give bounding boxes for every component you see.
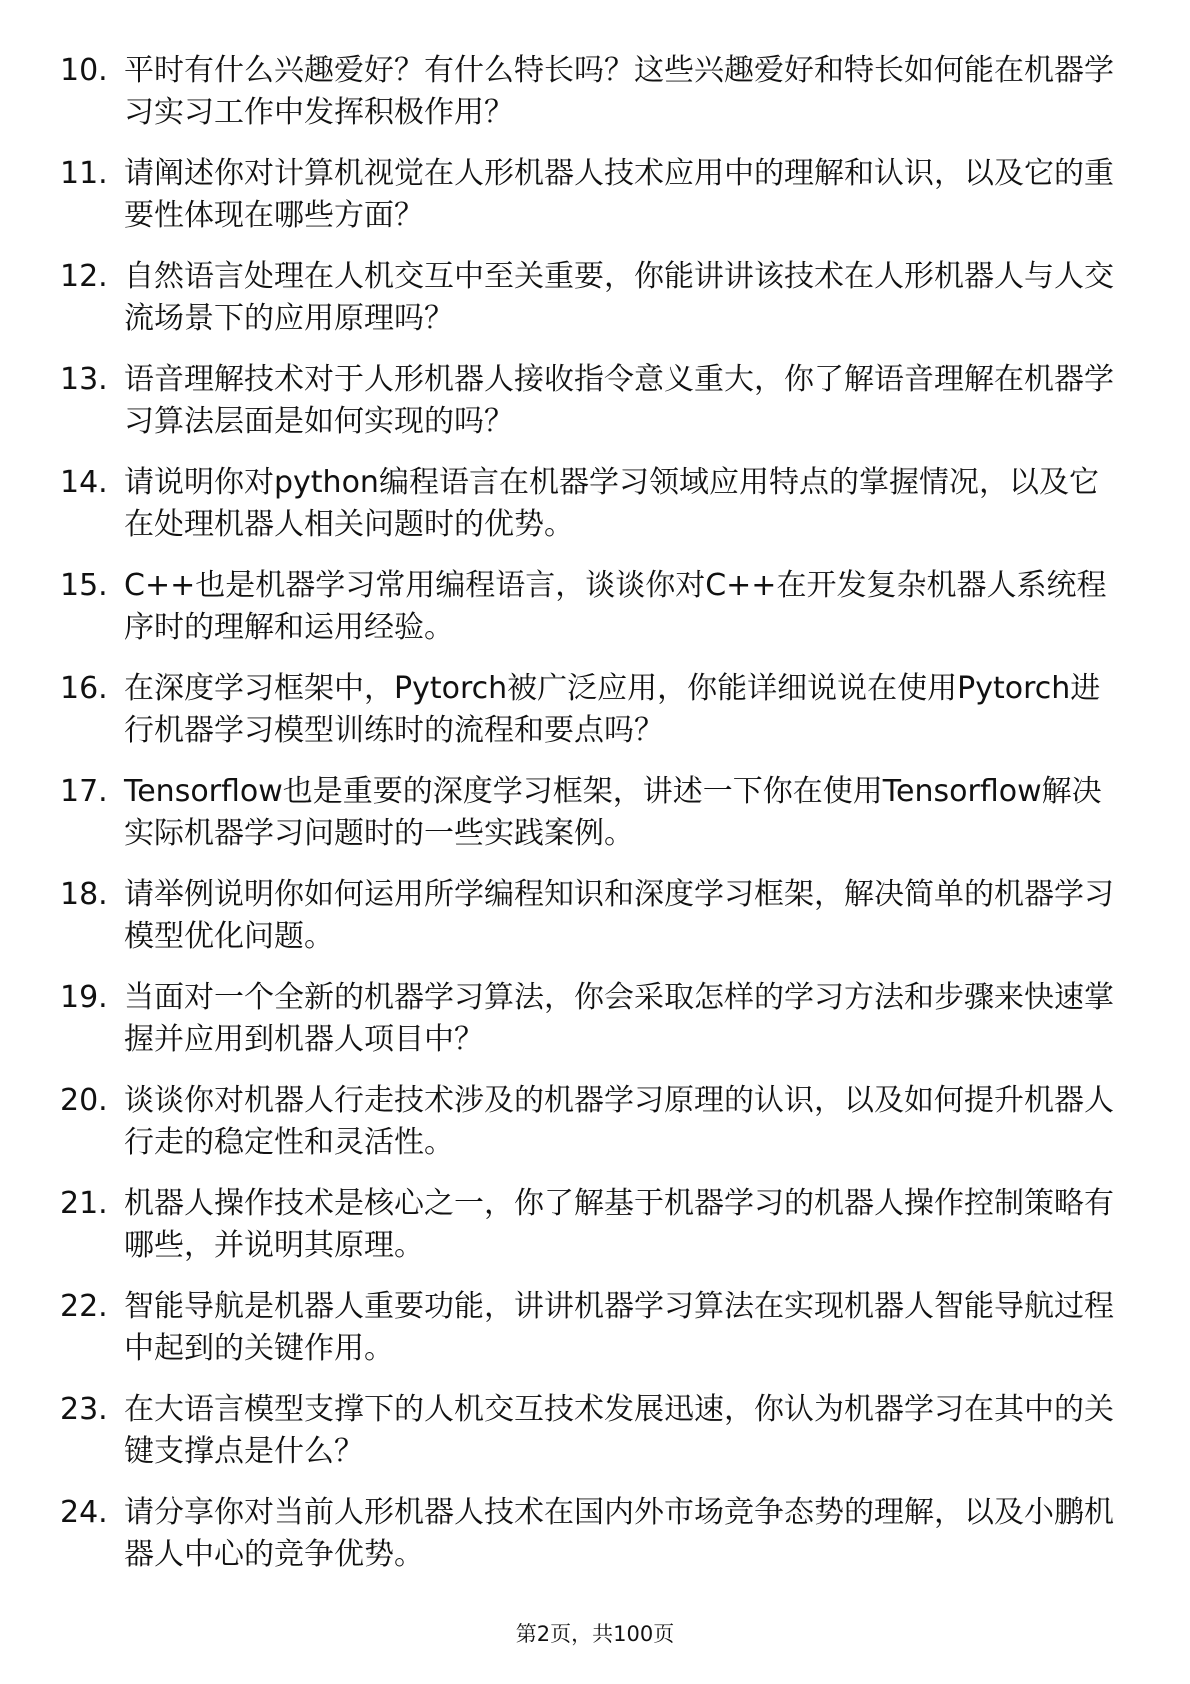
- question-item: [60, 462, 1120, 546]
- question-item: [60, 50, 1120, 134]
- question-number: 24.: [60, 1495, 108, 1530]
- question-text: Tensorflow也是重要的深度学习框架，讲述一下你在使用Tensorflow解决实际机器学习问题时的一些实践案例。: [124, 774, 1102, 851]
- question-item: [60, 1183, 1120, 1267]
- question-item: [60, 1286, 1120, 1370]
- question-text: 谈谈你对机器人行走技术涉及的机器学习原理的认识，以及如何提升机器人行走的稳定性和灵活性。: [124, 1083, 1114, 1160]
- question-number: 17.: [60, 774, 108, 809]
- question-number: 20.: [60, 1083, 108, 1118]
- question-item: [60, 1492, 1120, 1576]
- question-text: 在大语言模型支撑下的人机交互技术发展迅速，你认为机器学习在其中的关键支撑点是什么？: [124, 1392, 1114, 1469]
- question-text: 自然语言处理在人机交互中至关重要，你能讲讲该技术在人形机器人与人交流场景下的应用原理吗？: [124, 259, 1114, 336]
- question-item: [60, 153, 1120, 237]
- question-number: 21.: [60, 1186, 108, 1221]
- question-item: [60, 874, 1120, 958]
- question-list: [60, 50, 1120, 1595]
- question-number: 23.: [60, 1392, 108, 1427]
- question-number: 11.: [60, 156, 108, 191]
- question-text: 请说明你对python编程语言在机器学习领域应用特点的掌握情况，以及它在处理机器人相关问题时的优势。: [124, 465, 1099, 542]
- question-number: 19.: [60, 980, 108, 1015]
- question-number: 13.: [60, 362, 108, 397]
- question-item: [60, 977, 1120, 1061]
- question-text: 平时有什么兴趣爱好？有什么特长吗？这些兴趣爱好和特长如何能在机器学习实习工作中发挥积极作用？: [124, 53, 1114, 130]
- question-item: [60, 668, 1120, 752]
- question-number: 16.: [60, 671, 108, 706]
- question-item: [60, 359, 1120, 443]
- question-item: [60, 565, 1120, 649]
- question-text: 智能导航是机器人重要功能，讲讲机器学习算法在实现机器人智能导航过程中起到的关键作用。: [124, 1289, 1114, 1366]
- question-item: [60, 1389, 1120, 1473]
- question-number: 15.: [60, 568, 108, 603]
- question-number: 12.: [60, 259, 108, 294]
- question-number: 10.: [60, 53, 108, 88]
- question-item: [60, 771, 1120, 855]
- question-text: 在深度学习框架中，Pytorch被广泛应用，你能详细说说在使用Pytorch进行机器学习模型训练时的流程和要点吗？: [124, 671, 1101, 748]
- question-number: 14.: [60, 465, 108, 500]
- question-text: 当面对一个全新的机器学习算法，你会采取怎样的学习方法和步骤来快速掌握并应用到机器人项目中？: [124, 980, 1114, 1057]
- page-footer: [0, 1620, 1190, 1648]
- question-text: 请阐述你对计算机视觉在人形机器人技术应用中的理解和认识，以及它的重要性体现在哪些方面？: [124, 156, 1114, 233]
- question-text: 请举例说明你如何运用所学编程知识和深度学习框架，解决简单的机器学习模型优化问题。: [124, 877, 1114, 954]
- question-number: 22.: [60, 1289, 108, 1324]
- question-text: 机器人操作技术是核心之一，你了解基于机器学习的机器人操作控制策略有哪些，并说明其原理。: [124, 1186, 1114, 1263]
- question-item: [60, 1080, 1120, 1164]
- question-text: 请分享你对当前人形机器人技术在国内外市场竞争态势的理解，以及小鹏机器人中心的竞争优势。: [124, 1495, 1114, 1572]
- question-text: C++也是机器学习常用编程语言，谈谈你对C++在开发复杂机器人系统程序时的理解和运用经验。: [124, 568, 1107, 645]
- page-number-label: 第2页，共100页: [515, 1622, 675, 1646]
- question-text: 语音理解技术对于人形机器人接收指令意义重大，你了解语音理解在机器学习算法层面是如何实现的吗？: [124, 362, 1114, 439]
- question-number: 18.: [60, 877, 108, 912]
- question-item: [60, 256, 1120, 340]
